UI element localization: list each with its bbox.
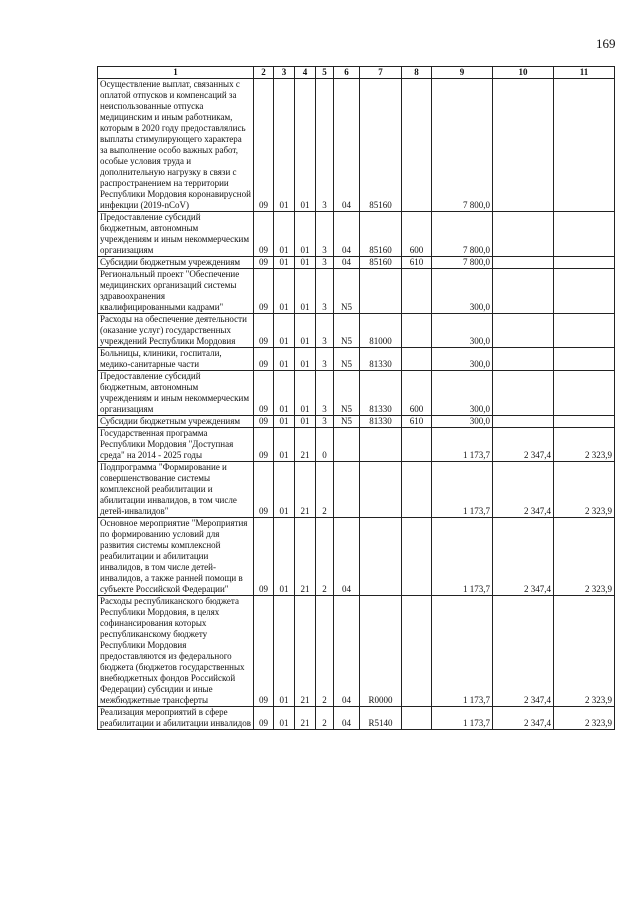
cell-amount-2022 xyxy=(493,257,554,269)
row-name: Предоставление субсидий бюджетным, автономным учреждениям и иным некоммерческим организациям xyxy=(98,371,254,416)
cell-amount-2021: 7 800,0 xyxy=(432,257,493,269)
cell-expense-type xyxy=(402,596,432,707)
cell-event: N5 xyxy=(334,371,360,416)
cell-event: N5 xyxy=(334,348,360,371)
row-name: Реализация мероприятий в сфере реабилитации и абилитации инвалидов xyxy=(98,707,254,730)
column-header: 9 xyxy=(432,67,493,79)
row-name: Государственная программа Республики Мордовия "Доступная среда" на 2014 - 2025 годы xyxy=(98,428,254,462)
cell-expense-type xyxy=(402,518,432,596)
cell-amount-2021: 1 173,7 xyxy=(432,428,493,462)
table-row xyxy=(98,79,615,212)
cell-amount-2023 xyxy=(554,257,615,269)
cell-amount-2022 xyxy=(493,314,554,348)
cell-subsection: 01 xyxy=(295,416,316,428)
cell-section: 01 xyxy=(274,257,295,269)
row-name: Расходы на обеспечение деятельности (оказание услуг) государственных учреждений Республики Мордовия xyxy=(98,314,254,348)
column-header: 8 xyxy=(402,67,432,79)
cell-program: 3 xyxy=(316,269,334,314)
cell-subsection: 01 xyxy=(295,269,316,314)
cell-program: 3 xyxy=(316,79,334,212)
cell-expense-type xyxy=(402,269,432,314)
cell-direction: R5140 xyxy=(360,707,402,730)
cell-direction: 81330 xyxy=(360,348,402,371)
cell-expense-type: 600 xyxy=(402,371,432,416)
row-name: Основное мероприятие "Мероприятия по формированию условий для развития системы комплексной реабилитации и абилитации инвалидов, в том числе детей-инвалидов, а также ранней помощи в субъекте Российской Федерации" xyxy=(98,518,254,596)
cell-direction xyxy=(360,428,402,462)
cell-amount-2022: 2 347,4 xyxy=(493,707,554,730)
cell-subsection: 21 xyxy=(295,596,316,707)
cell-direction: 85160 xyxy=(360,257,402,269)
cell-section: 01 xyxy=(274,79,295,212)
table-row xyxy=(98,518,615,596)
cell-expense-type xyxy=(402,707,432,730)
cell-amount-2022: 2 347,4 xyxy=(493,462,554,518)
cell-section: 01 xyxy=(274,428,295,462)
cell-ministry: 09 xyxy=(254,462,274,518)
cell-amount-2021: 300,0 xyxy=(432,314,493,348)
cell-amount-2023 xyxy=(554,348,615,371)
cell-amount-2023 xyxy=(554,79,615,212)
cell-event xyxy=(334,462,360,518)
cell-expense-type: 610 xyxy=(402,257,432,269)
column-header: 6 xyxy=(334,67,360,79)
column-header: 11 xyxy=(554,67,615,79)
page-number: 169 xyxy=(596,36,616,51)
cell-amount-2023 xyxy=(554,269,615,314)
cell-program: 2 xyxy=(316,596,334,707)
budget-table xyxy=(97,66,615,730)
cell-amount-2022: 2 347,4 xyxy=(493,518,554,596)
cell-direction: R0000 xyxy=(360,596,402,707)
cell-ministry: 09 xyxy=(254,79,274,212)
cell-direction: 85160 xyxy=(360,212,402,257)
cell-ministry: 09 xyxy=(254,348,274,371)
table-row xyxy=(98,314,615,348)
cell-amount-2022 xyxy=(493,371,554,416)
column-header: 2 xyxy=(254,67,274,79)
cell-amount-2021: 1 173,7 xyxy=(432,596,493,707)
cell-amount-2021: 300,0 xyxy=(432,348,493,371)
cell-section: 01 xyxy=(274,314,295,348)
cell-event: N5 xyxy=(334,416,360,428)
cell-direction xyxy=(360,518,402,596)
cell-direction: 81330 xyxy=(360,371,402,416)
table-row xyxy=(98,462,615,518)
cell-ministry: 09 xyxy=(254,596,274,707)
cell-section: 01 xyxy=(274,596,295,707)
cell-ministry: 09 xyxy=(254,428,274,462)
table-row xyxy=(98,596,615,707)
row-name: Региональный проект "Обеспечение медицинских организаций системы здравоохранения квалифицированными кадрами" xyxy=(98,269,254,314)
cell-amount-2021: 1 173,7 xyxy=(432,707,493,730)
cell-subsection: 21 xyxy=(295,428,316,462)
cell-subsection: 01 xyxy=(295,257,316,269)
cell-amount-2023 xyxy=(554,416,615,428)
cell-subsection: 21 xyxy=(295,707,316,730)
row-name: Больницы, клиники, госпитали, медико-санитарные части xyxy=(98,348,254,371)
cell-program: 3 xyxy=(316,348,334,371)
cell-subsection: 01 xyxy=(295,79,316,212)
cell-ministry: 09 xyxy=(254,269,274,314)
cell-section: 01 xyxy=(274,348,295,371)
cell-ministry: 09 xyxy=(254,416,274,428)
cell-section: 01 xyxy=(274,371,295,416)
cell-amount-2022 xyxy=(493,212,554,257)
table-row xyxy=(98,416,615,428)
cell-expense-type xyxy=(402,428,432,462)
cell-subsection: 21 xyxy=(295,518,316,596)
cell-amount-2022: 2 347,4 xyxy=(493,596,554,707)
cell-program: 2 xyxy=(316,462,334,518)
cell-event: N5 xyxy=(334,269,360,314)
cell-direction: 81330 xyxy=(360,416,402,428)
cell-amount-2021: 300,0 xyxy=(432,269,493,314)
cell-amount-2021: 300,0 xyxy=(432,371,493,416)
cell-amount-2023 xyxy=(554,371,615,416)
cell-amount-2022: 2 347,4 xyxy=(493,428,554,462)
cell-subsection: 01 xyxy=(295,371,316,416)
cell-amount-2021: 300,0 xyxy=(432,416,493,428)
cell-program: 3 xyxy=(316,371,334,416)
column-header: 7 xyxy=(360,67,402,79)
cell-amount-2021: 7 800,0 xyxy=(432,212,493,257)
cell-section: 01 xyxy=(274,462,295,518)
cell-event: 04 xyxy=(334,79,360,212)
cell-ministry: 09 xyxy=(254,212,274,257)
cell-section: 01 xyxy=(274,212,295,257)
row-name: Подпрограмма "Формирование и совершенствование системы комплексной реабилитации и абилитации инвалидов, в том числе детей-инвалидов" xyxy=(98,462,254,518)
column-header: 5 xyxy=(316,67,334,79)
cell-direction: 81000 xyxy=(360,314,402,348)
cell-section: 01 xyxy=(274,518,295,596)
cell-ministry: 09 xyxy=(254,257,274,269)
column-header: 10 xyxy=(493,67,554,79)
column-header: 1 xyxy=(98,67,254,79)
cell-ministry: 09 xyxy=(254,707,274,730)
cell-amount-2021: 1 173,7 xyxy=(432,462,493,518)
row-name: Субсидии бюджетным учреждениям xyxy=(98,416,254,428)
cell-event: N5 xyxy=(334,314,360,348)
cell-expense-type xyxy=(402,462,432,518)
row-name: Расходы республиканского бюджета Республики Мордовия, в целях софинансирования которых республиканскому бюджету Республики Мордовия предоставляются из федерального бюджета (бюджетов государственных внебюджетных фондов Российской Федерации) субсидии и иные межбюджетные трансферты xyxy=(98,596,254,707)
cell-direction: 85160 xyxy=(360,79,402,212)
cell-event: 04 xyxy=(334,707,360,730)
cell-amount-2022 xyxy=(493,348,554,371)
cell-subsection: 01 xyxy=(295,348,316,371)
table-row xyxy=(98,428,615,462)
cell-direction xyxy=(360,462,402,518)
cell-amount-2023 xyxy=(554,212,615,257)
cell-program: 3 xyxy=(316,212,334,257)
cell-subsection: 01 xyxy=(295,212,316,257)
table-row xyxy=(98,371,615,416)
cell-direction xyxy=(360,269,402,314)
cell-section: 01 xyxy=(274,707,295,730)
cell-section: 01 xyxy=(274,416,295,428)
row-name: Осуществление выплат, связанных с оплатой отпусков и компенсаций за неиспользованные отпуска медицинским и иным работникам, которым в 2020 году предоставлялись выплаты стимулирующего характера за выполнение особо важных работ, особые условия труда и дополнительную нагрузку в связи с распространением на территории Республики Мордовия коронавирусной инфекции (2019-nCoV) xyxy=(98,79,254,212)
cell-program: 3 xyxy=(316,257,334,269)
cell-event: 04 xyxy=(334,518,360,596)
cell-subsection: 21 xyxy=(295,462,316,518)
cell-amount-2023: 2 323,9 xyxy=(554,707,615,730)
cell-amount-2023: 2 323,9 xyxy=(554,462,615,518)
table-row xyxy=(98,348,615,371)
cell-amount-2023: 2 323,9 xyxy=(554,596,615,707)
cell-expense-type xyxy=(402,348,432,371)
cell-event: 04 xyxy=(334,257,360,269)
table-row xyxy=(98,707,615,730)
cell-amount-2023: 2 323,9 xyxy=(554,518,615,596)
column-header: 3 xyxy=(274,67,295,79)
cell-event xyxy=(334,428,360,462)
cell-amount-2023 xyxy=(554,314,615,348)
cell-subsection: 01 xyxy=(295,314,316,348)
cell-program: 3 xyxy=(316,314,334,348)
cell-amount-2022 xyxy=(493,269,554,314)
cell-program: 3 xyxy=(316,416,334,428)
row-name: Предоставление субсидий бюджетным, автономным учреждениям и иным некоммерческим организациям xyxy=(98,212,254,257)
cell-ministry: 09 xyxy=(254,371,274,416)
table-row xyxy=(98,257,615,269)
cell-amount-2022 xyxy=(493,416,554,428)
column-header: 4 xyxy=(295,67,316,79)
cell-section: 01 xyxy=(274,269,295,314)
cell-program: 2 xyxy=(316,707,334,730)
cell-amount-2021: 7 800,0 xyxy=(432,79,493,212)
cell-expense-type: 600 xyxy=(402,212,432,257)
cell-event: 04 xyxy=(334,596,360,707)
table-row xyxy=(98,269,615,314)
cell-amount-2021: 1 173,7 xyxy=(432,518,493,596)
cell-expense-type: 610 xyxy=(402,416,432,428)
cell-ministry: 09 xyxy=(254,518,274,596)
cell-event: 04 xyxy=(334,212,360,257)
cell-expense-type xyxy=(402,314,432,348)
cell-amount-2023: 2 323,9 xyxy=(554,428,615,462)
cell-expense-type xyxy=(402,79,432,212)
table-header-row xyxy=(98,67,615,79)
row-name: Субсидии бюджетным учреждениям xyxy=(98,257,254,269)
cell-program: 0 xyxy=(316,428,334,462)
cell-program: 2 xyxy=(316,518,334,596)
table-row xyxy=(98,212,615,257)
cell-amount-2022 xyxy=(493,79,554,212)
cell-ministry: 09 xyxy=(254,314,274,348)
